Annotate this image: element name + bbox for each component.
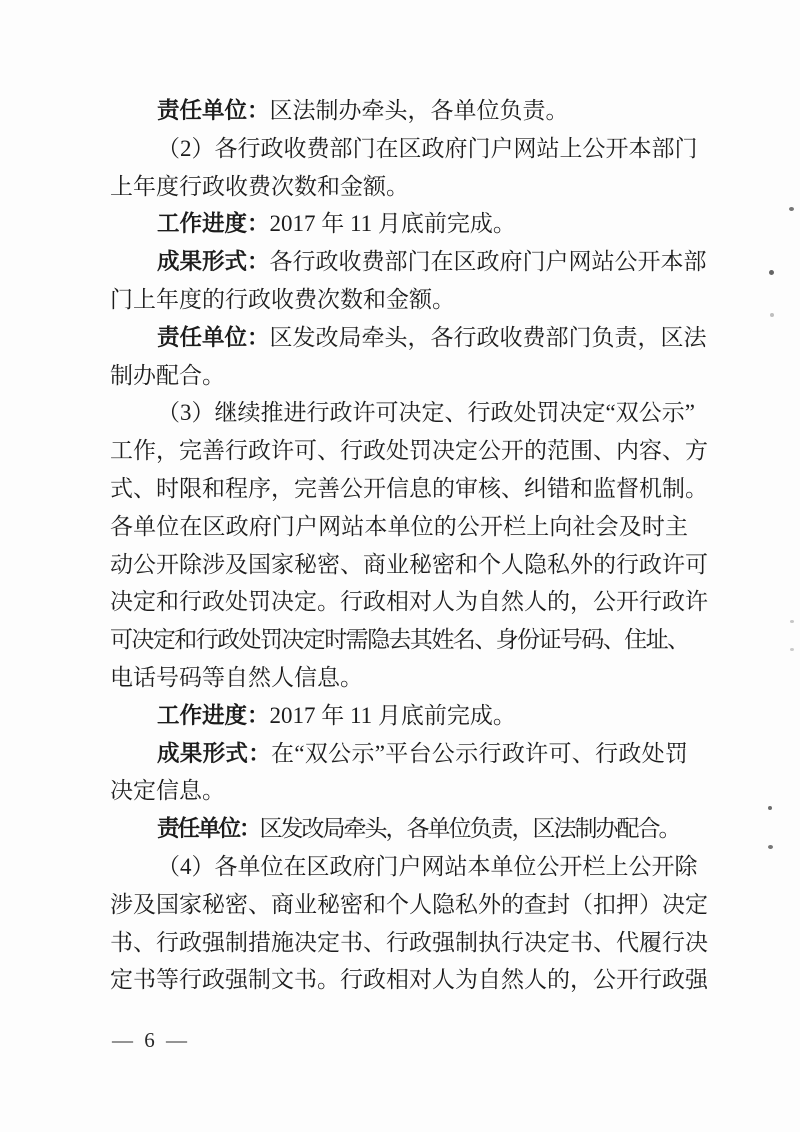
text-line: [110, 205, 688, 243]
line-text: 决定信息。: [110, 778, 225, 804]
line-text: 2017 年 11 月底前完成。: [269, 702, 516, 728]
text-line: [110, 583, 708, 621]
line-text: （2）各行政收费部门在区政府门户网站上公开本部门: [157, 135, 698, 161]
line-text: 动公开除涉及国家秘密、商业秘密和个人隐私外的行政许可: [110, 551, 708, 577]
field-label: 工作进度：: [157, 211, 270, 237]
text-line: [110, 168, 688, 206]
line-text: 各单位在区政府门户网站本单位的公开栏上向社会及时主: [110, 513, 688, 539]
text-line: [110, 432, 708, 470]
line-text: 在“双公示”平台公示行政许可、行政处罚: [271, 740, 688, 766]
text-line: [110, 319, 707, 357]
line-text: 决定和行政处罚决定。行政相对人为自然人的，公开行政许: [110, 589, 708, 615]
line-text: 定书等行政强制文书。行政相对人为自然人的，公开行政强: [110, 967, 708, 993]
text-line: [110, 508, 688, 546]
line-text: 区法制办牵头，各单位负责。: [269, 98, 569, 123]
line-text: 书、行政强制措施决定书、行政强制执行决定书、代履行决: [110, 929, 708, 955]
scan-speckle: [790, 620, 794, 623]
text-line: [110, 130, 698, 168]
scan-speckle: [768, 845, 773, 849]
field-label: 成果形式：: [157, 740, 272, 766]
line-text: 各行政收费部门在区政府门户网站公开本部: [269, 249, 707, 275]
page-number: — 6 —: [112, 1028, 190, 1052]
line-text: 区发改局牵头，各行政收费部门负责，区法: [269, 324, 707, 350]
field-label: 责任单位：: [157, 98, 270, 123]
text-line: [110, 886, 708, 924]
line-text: 电话号码等自然人信息。: [110, 664, 363, 690]
scan-speckle: [770, 313, 774, 317]
scan-speckle: [790, 648, 794, 651]
text-line: [110, 810, 688, 848]
line-text: 制办配合。: [110, 362, 225, 388]
text-line: [110, 281, 688, 319]
text-line: [110, 659, 688, 697]
text-line: [110, 92, 688, 130]
text-line: [110, 243, 707, 281]
field-label: 成果形式：: [157, 249, 270, 275]
text-line: [110, 735, 688, 773]
line-text: 可决定和行政处罚决定时需隐去其姓名、身份证号码、住址、: [110, 627, 688, 653]
text-line: [110, 470, 708, 508]
text-line: [110, 621, 688, 659]
text-line: [110, 924, 708, 962]
line-text: 区发改局牵头，各单位负责，区法制办配合。: [259, 816, 680, 842]
line-text: 式、时限和程序，完善公开信息的审核、纠错和监督机制。: [110, 475, 708, 501]
line-text: 2017 年 11 月底前完成。: [269, 211, 516, 237]
scan-speckle: [789, 207, 794, 211]
text-line: [110, 546, 708, 584]
line-text: 上年度行政收费次数和金额。: [110, 173, 409, 199]
line-text: 门上年度的行政收费次数和金额。: [110, 286, 455, 312]
text-line: [110, 772, 688, 810]
line-text: 工作，完善行政许可、行政处罚决定公开的范围、内容、方: [110, 438, 708, 464]
field-label: 工作进度：: [157, 702, 270, 728]
text-line: [110, 357, 688, 395]
field-label: 责任单位：: [157, 324, 270, 350]
text-line: [110, 961, 708, 999]
field-label: 责任单位：: [157, 816, 260, 842]
line-text: 涉及国家秘密、商业秘密和个人隐私外的查封（扣押）决定: [110, 891, 708, 917]
scan-speckle: [769, 270, 774, 275]
text-line: [110, 697, 688, 735]
scan-speckle: [768, 806, 772, 810]
line-text: （4）各单位在区政府门户网站本单位公开栏上公开除: [157, 853, 698, 879]
text-line: [110, 394, 695, 432]
text-line: [110, 848, 698, 886]
line-text: （3）继续推进行政许可决定、行政处罚决定“双公示”: [157, 400, 695, 426]
document-body: [110, 92, 708, 999]
